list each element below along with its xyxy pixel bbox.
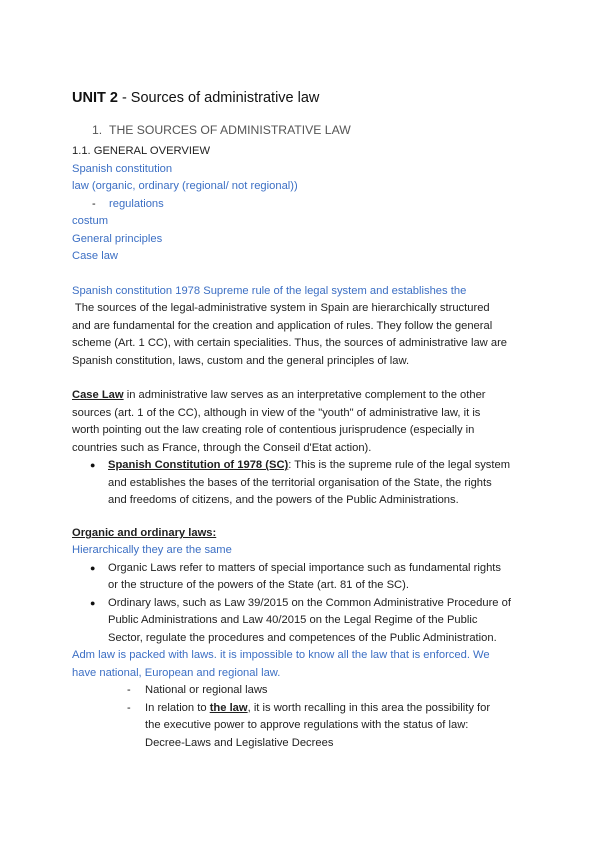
constitution-text: : This is the supreme rule of the legal system: [288, 459, 511, 471]
note-line: regulations: [109, 198, 164, 210]
paragraph-line: Organic Laws refer to matters of special importance such as fundamental rights: [108, 562, 501, 574]
constitution-bullet-line: [108, 457, 510, 475]
case-law-heading: Case Law: [72, 389, 124, 401]
paragraph-line: Spanish constitution, laws, custom and the general principles of law.: [72, 355, 410, 367]
the-law-link-text: the law: [209, 702, 248, 714]
title-rest: - Sources of administrative law: [117, 90, 320, 106]
bullet-icon: ●: [90, 460, 96, 470]
note-line: General principles: [72, 233, 163, 245]
note-line: Spanish constitution: [72, 163, 173, 175]
note-line: Adm law is packed with laws. it is impossible to know all the law that is enforced. We: [72, 649, 490, 661]
paragraph-line: worth pointing out the law creating role of contentious jurisprudence (especially in: [72, 424, 475, 436]
paragraph-line: Decree-Laws and Legislative Decrees: [145, 737, 334, 749]
note-line: law (organic, ordinary (regional/ not regional)): [72, 180, 298, 192]
document-title: [72, 88, 319, 108]
section-number: 1.: [92, 123, 103, 137]
title-unit: UNIT 2: [72, 90, 118, 106]
bullet-icon: ●: [90, 598, 96, 608]
note-line: have national, European and regional law.: [72, 667, 281, 679]
constitution-heading: Spanish Constitution of 1978 (SC): [108, 459, 289, 471]
case-law-line: [72, 387, 486, 405]
paragraph-line: countries such as France, through the Conseil d'Etat action).: [72, 442, 372, 454]
paragraph-line: sources (art. 1 of the CC), although in view of the "youth" of administrative law, it is: [72, 407, 481, 419]
organic-heading-line: [72, 525, 216, 543]
paragraph-line: and freedoms of citizens, and the powers of the Public Administrations.: [108, 494, 459, 506]
list-item: [145, 700, 490, 718]
paragraph-line: the executive power to approve regulations with the status of law:: [145, 719, 469, 731]
bullet-icon: ●: [90, 563, 96, 573]
case-law-text: in administrative law serves as an interpretative complement to the other: [123, 389, 486, 401]
subsection-heading: 1.1. GENERAL OVERVIEW: [72, 145, 211, 157]
paragraph-line: Ordinary laws, such as Law 39/2015 on the Common Administrative Procedure of: [108, 597, 511, 609]
law-rest: , it is worth recalling in this area the possibility for: [247, 702, 491, 714]
paragraph-line: or the structure of the powers of the State (art. 81 of the SC).: [108, 579, 409, 591]
dash-marker: -: [127, 684, 131, 696]
paragraph-line: and are fundamental for the creation and application of rules. They follow the general: [72, 320, 493, 332]
paragraph-line: The sources of the legal-administrative system in Spain are hierarchically structured: [72, 302, 490, 314]
note-constitution: Spanish constitution 1978 Supreme rule of the legal system and establishes the: [72, 285, 467, 297]
paragraph-line: Sector, regulate the procedures and competences of the Public Administration.: [108, 632, 497, 644]
dash-marker: -: [127, 702, 131, 714]
paragraph-line: Public Administrations and Law 40/2015 on the Legal Regime of the Public: [108, 614, 478, 626]
note-hierarchy: Hierarchically they are the same: [72, 544, 232, 556]
dash-marker: -: [92, 198, 96, 210]
list-item: National or regional laws: [145, 684, 268, 696]
organic-heading: Organic and ordinary laws:: [72, 527, 217, 539]
paragraph-line: scheme (Art. 1 CC), with certain specialities. Thus, the sources of administrative law are: [72, 337, 508, 349]
section-heading: THE SOURCES OF ADMINISTRATIVE LAW: [109, 123, 351, 137]
note-line: Case law: [72, 250, 119, 262]
paragraph-line: and establishes the bases of the territorial organisation of the State, the rights: [108, 477, 492, 489]
note-line: costum: [72, 215, 109, 227]
law-pre: In relation to: [145, 702, 210, 714]
